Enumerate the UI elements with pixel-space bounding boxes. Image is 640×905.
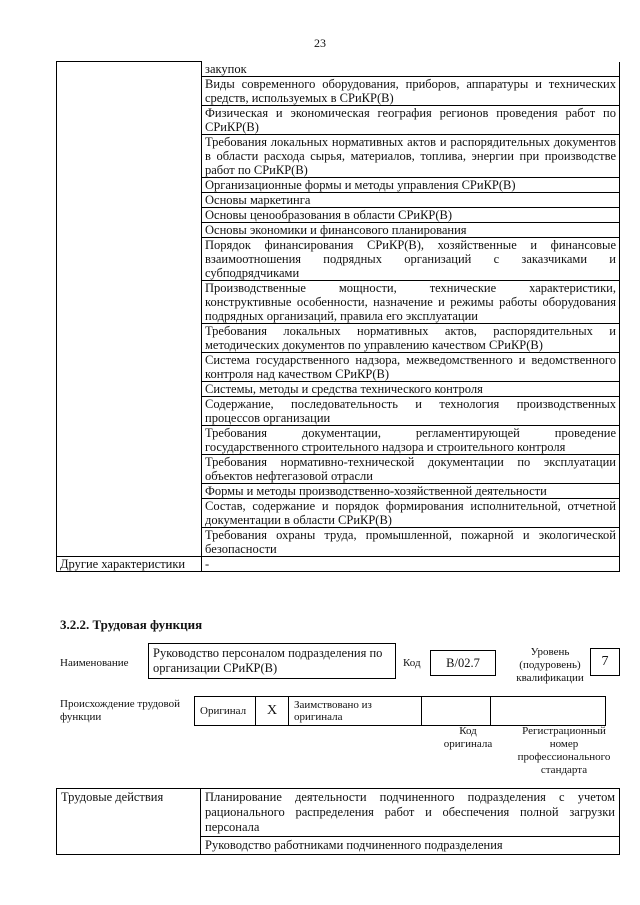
knowledge-item: Виды современного оборудования, приборов, аппаратуры и технических средств, используемых в СРиКР(В)	[202, 76, 620, 105]
reg-number-label: Регистрационный номер профессионального стандарта	[517, 725, 611, 776]
other-characteristics-value: -	[202, 556, 620, 571]
page-number: 23	[314, 36, 326, 50]
knowledge-table	[56, 61, 620, 572]
knowledge-item: Требования нормативно-технической документации по эксплуатации объектов нефтегазовой отрасли	[202, 454, 620, 483]
knowledge-item: Основы ценообразования в области СРиКР(В)	[202, 207, 620, 222]
labor-actions-label: Трудовые действия	[57, 789, 201, 855]
knowledge-item: Требования охраны труда, промышленной, пожарной и экологической безопасности	[202, 527, 620, 556]
labor-action-item: Планирование деятельности подчиненного подразделения с учетом рационального распределения работ и обеспечения полной загрузки персонала	[201, 789, 620, 837]
borrowed-label: Заимствовано из оригинала	[289, 697, 422, 726]
knowledge-item: Состав, содержание и порядок формирования исполнительной, отчетной документации в области СРиКР(В)	[202, 498, 620, 527]
origin-table	[194, 696, 606, 726]
code-label: Код	[403, 657, 421, 669]
knowledge-item: Основы маркетинга	[202, 192, 620, 207]
original-label: Оригинал	[195, 697, 256, 726]
knowledge-item: Производственные мощности, технические характеристики, конструктивные особенности, назначение и режимы работы оборудования подрядных организаций, правила его эксплуатации	[202, 280, 620, 323]
section-title: 3.2.2. Трудовая функция	[60, 617, 203, 632]
knowledge-item: Система государственного надзора, межведомственного и ведомственного контроля над качеством СРиКР(В)	[202, 352, 620, 381]
knowledge-item: Формы и методы производственно-хозяйственной деятельности	[202, 483, 620, 498]
name-label: Наименование	[60, 657, 129, 669]
knowledge-item: Организационные формы и методы управления СРиКР(В)	[202, 177, 620, 192]
other-characteristics-label: Другие характеристики	[57, 556, 202, 571]
knowledge-item: Требования локальных нормативных актов, распорядительных и методических документов по управлению качеством СРиКР(В)	[202, 323, 620, 352]
labor-action-item: Руководство работниками подчиненного подразделения	[201, 837, 620, 855]
origin-label: Происхождение трудовой функции	[60, 698, 181, 723]
knowledge-item: Требования локальных нормативных актов и распорядительных документов в области расхода сырья, материалов, топлива, энергии при производстве работ по СРиКР(В)	[202, 134, 620, 177]
knowledge-item: Физическая и экономическая география регионов проведения работ по СРиКР(В)	[202, 105, 620, 134]
level-label: Уровень (подуровень) квалификации	[516, 646, 584, 684]
code-original-cell	[422, 697, 491, 726]
code-original-label: Код оригинала	[443, 725, 493, 750]
code-value-box: B/02.7	[430, 650, 496, 676]
knowledge-item: Системы, методы и средства технического контроля	[202, 381, 620, 396]
original-mark: X	[256, 697, 289, 726]
knowledge-item: Основы экономики и финансового планирования	[202, 222, 620, 237]
labor-actions-table	[56, 788, 620, 855]
knowledge-item: закупок	[202, 62, 620, 77]
reg-number-cell	[491, 697, 606, 726]
knowledge-item: Порядок финансирования СРиКР(В), хозяйственные и финансовые взаимоотношения подрядных организаций с заказчиками и субподрядчиками	[202, 237, 620, 280]
function-name-box: Руководство персоналом подразделения по организации СРиКР(В)	[148, 643, 396, 679]
level-value-box: 7	[590, 648, 620, 676]
knowledge-item: Требования документации, регламентирующей проведение государственного строительного надзора и строительного контроля	[202, 425, 620, 454]
knowledge-label-cell	[57, 62, 202, 557]
knowledge-item: Содержание, последовательность и технология производственных процессов организации	[202, 396, 620, 425]
